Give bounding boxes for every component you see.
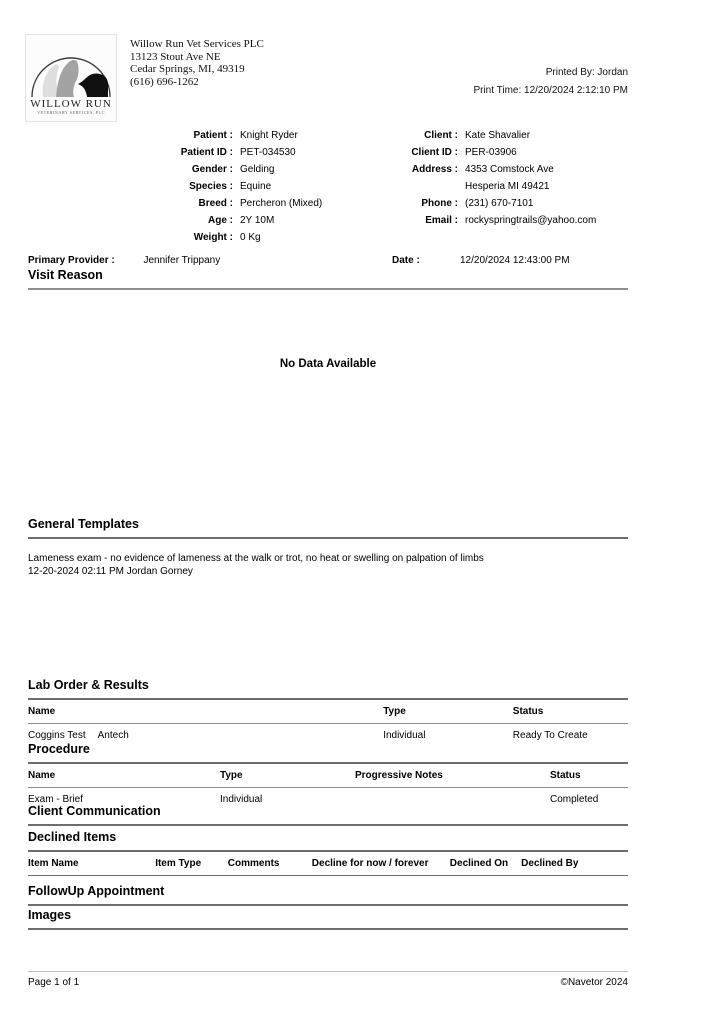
lab-col-type: Type bbox=[383, 706, 406, 717]
patient-field bbox=[28, 232, 358, 244]
clinic-info bbox=[130, 38, 264, 88]
client-field-label: Address : bbox=[411, 164, 458, 175]
decl-col-declined-on: Declined On bbox=[449, 858, 509, 869]
template-note-meta: 12-20-2024 02:11 PM Jordan Gorney bbox=[28, 565, 193, 577]
decl-col-comments: Comments bbox=[227, 858, 280, 869]
visit-date-value: 12/20/2024 12:43:00 PM bbox=[460, 255, 570, 266]
logo-dog-head bbox=[78, 74, 108, 98]
section-lab-orders bbox=[28, 678, 628, 741]
lab-orders-table-row bbox=[28, 724, 628, 741]
followup-heading: FollowUp Appointment bbox=[28, 884, 628, 906]
client-field-label: Client ID : bbox=[411, 147, 458, 158]
logo-animal-gray bbox=[56, 60, 79, 97]
patient-field bbox=[28, 198, 358, 210]
lab-row-name bbox=[28, 730, 383, 741]
lab-orders-heading: Lab Order & Results bbox=[28, 678, 628, 700]
patient-field-value: Percheron (Mixed) bbox=[240, 198, 323, 209]
client-field-value bbox=[465, 164, 554, 192]
decl-col-item-name: Item Name bbox=[28, 858, 79, 869]
lab-row-type: Individual bbox=[383, 730, 426, 741]
patient-field-value: PET-034530 bbox=[240, 147, 296, 158]
section-followup bbox=[28, 884, 628, 906]
section-client-communication bbox=[28, 804, 628, 826]
clinic-address-line2: Cedar Springs, MI, 49319 bbox=[130, 63, 245, 75]
proc-col-status: Status bbox=[550, 770, 581, 781]
decl-col-declined-by: Declined By bbox=[521, 858, 579, 869]
clinic-address-line1: 13123 Stout Ave NE bbox=[130, 50, 221, 63]
print-meta bbox=[473, 64, 628, 100]
lab-orders-table-header bbox=[28, 700, 628, 724]
patient-field-label: Age : bbox=[208, 215, 233, 226]
declined-items-heading: Declined Items bbox=[28, 830, 628, 852]
page-number: Page 1 of 1 bbox=[28, 977, 80, 988]
print-time: Print Time: 12/20/2024 2:12:10 PM bbox=[473, 85, 628, 96]
patient-field bbox=[28, 164, 358, 176]
patient-field-value: 0 Kg bbox=[240, 232, 261, 243]
clinic-phone: (616) 696-1262 bbox=[130, 75, 199, 88]
decl-col-decline: Decline for now / forever bbox=[311, 858, 429, 869]
patient-info-column bbox=[28, 130, 358, 249]
client-field-label: Phone : bbox=[421, 197, 458, 209]
proc-row-name: Exam - Brief bbox=[28, 794, 84, 805]
lab-test-name: Coggins Test bbox=[28, 730, 86, 741]
printed-by: Printed By: Jordan bbox=[545, 67, 628, 78]
client-field-label: Email : bbox=[425, 214, 458, 226]
no-data-text: No Data Available bbox=[279, 358, 377, 370]
procedure-table-row bbox=[28, 788, 628, 805]
patient-field-label: Gender : bbox=[191, 164, 233, 175]
procedure-table-header bbox=[28, 764, 628, 788]
patient-field-value: 2Y 10M bbox=[240, 215, 275, 226]
template-note-text: Lameness exam - no evidence of lameness at the walk or trot, no heat or swelling on palpation of limbs bbox=[28, 553, 484, 564]
section-images bbox=[28, 908, 628, 930]
patient-field bbox=[28, 215, 358, 227]
patient-field-label: Patient : bbox=[193, 130, 233, 141]
footer bbox=[28, 977, 628, 988]
images-heading: Images bbox=[28, 908, 628, 930]
client-field-address bbox=[358, 164, 628, 192]
clinic-logo-image bbox=[26, 35, 116, 121]
procedure-heading: Procedure bbox=[28, 742, 628, 764]
section-procedure bbox=[28, 742, 628, 805]
client-field-label: Client : bbox=[424, 130, 458, 141]
visit-date-label: Date : bbox=[392, 255, 420, 266]
lab-col-status: Status bbox=[512, 706, 544, 717]
proc-col-type: Type bbox=[220, 770, 243, 781]
client-field bbox=[358, 198, 628, 210]
client-info-column bbox=[358, 130, 628, 232]
client-field-value: PER-03906 bbox=[465, 147, 517, 158]
lab-row-status: Ready To Create bbox=[512, 730, 588, 741]
client-address-line2: Hesperia MI 49421 bbox=[465, 180, 550, 192]
client-field bbox=[358, 130, 628, 142]
patient-field-label: Species : bbox=[189, 181, 233, 192]
patient-field-value: Equine bbox=[240, 181, 272, 192]
section-declined-items bbox=[28, 830, 628, 876]
patient-field-label: Weight : bbox=[193, 232, 233, 243]
provider-row bbox=[28, 255, 628, 267]
client-field-value: (231) 670-7101 bbox=[465, 197, 534, 209]
declined-items-table-header bbox=[28, 852, 628, 876]
lab-provider-name: Antech bbox=[97, 730, 129, 741]
client-address-line1: 4353 Comstock Ave bbox=[465, 164, 554, 175]
footer-divider bbox=[28, 971, 628, 972]
patient-field-value: Gelding bbox=[240, 164, 275, 175]
client-communication-heading: Client Communication bbox=[28, 804, 628, 826]
patient-field-label: Patient ID : bbox=[180, 147, 233, 158]
decl-col-item-type: Item Type bbox=[155, 858, 202, 869]
client-field-value: rockyspringtrails@yahoo.com bbox=[465, 214, 597, 226]
proc-col-name: Name bbox=[28, 770, 56, 781]
clinic-name: Willow Run Vet Services PLC bbox=[130, 38, 264, 50]
logo-subname-text: VETERINARY SERVICES, PLC bbox=[37, 110, 105, 115]
clinic-logo bbox=[25, 34, 117, 122]
section-visit-reason bbox=[28, 268, 628, 290]
section-general-templates bbox=[28, 517, 628, 539]
general-template-note bbox=[28, 553, 628, 578]
patient-field bbox=[28, 181, 358, 193]
patient-field-label: Breed : bbox=[198, 198, 233, 209]
lab-col-name: Name bbox=[28, 706, 56, 717]
client-field-value: Kate Shavalier bbox=[465, 130, 531, 141]
patient-field-value: Knight Ryder bbox=[240, 130, 298, 141]
patient-field bbox=[28, 130, 358, 142]
proc-col-notes: Progressive Notes bbox=[355, 770, 443, 781]
primary-provider-value: Jennifer Trippany bbox=[143, 255, 221, 266]
proc-row-type: Individual bbox=[220, 794, 263, 805]
client-field bbox=[358, 215, 628, 227]
proc-row-status: Completed bbox=[550, 794, 599, 805]
primary-provider-label: Primary Provider : bbox=[28, 255, 115, 266]
patient-field bbox=[28, 147, 358, 159]
visit-reason-heading: Visit Reason bbox=[28, 268, 628, 290]
copyright-text: ©Navetor 2024 bbox=[560, 977, 628, 988]
client-field bbox=[358, 147, 628, 159]
general-templates-heading: General Templates bbox=[28, 517, 628, 539]
logo-name-text: WILLOW RUN bbox=[30, 98, 112, 110]
